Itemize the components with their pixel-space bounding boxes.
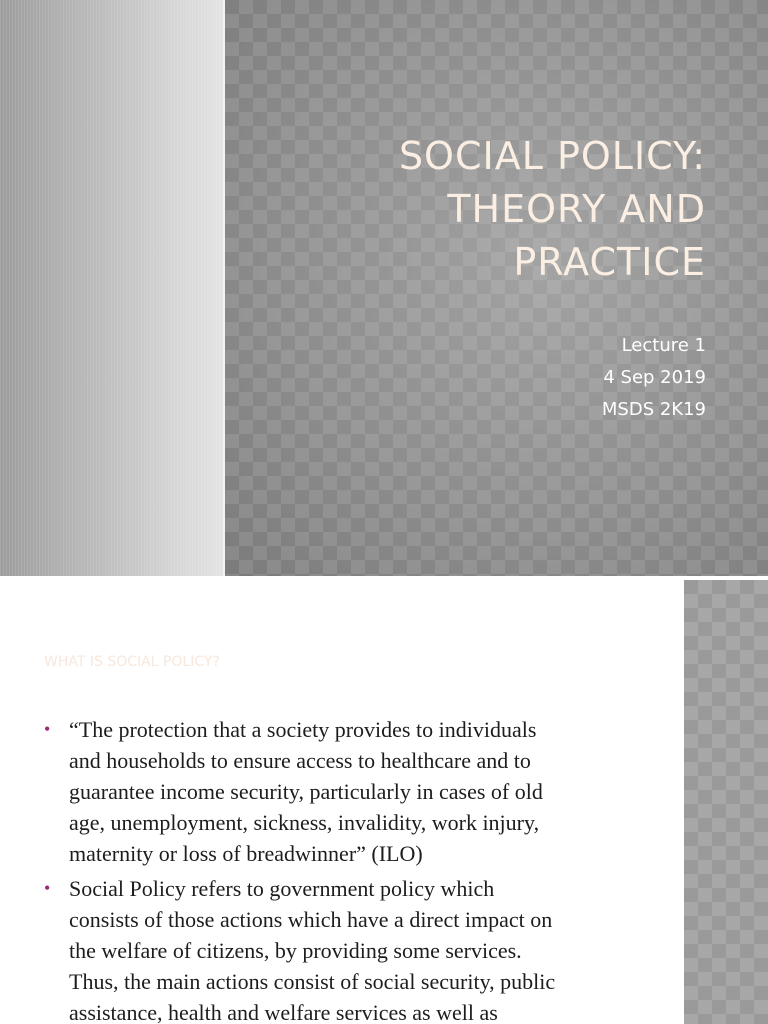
slide-title-line: SOCIAL POLICY: — [398, 134, 706, 178]
bullet-dot-icon: • — [44, 719, 51, 739]
bullet-line: Social Policy refers to government policy which — [69, 876, 495, 901]
title-slide-left-panel — [0, 0, 224, 576]
bullet-dot-icon: • — [44, 878, 51, 898]
bullet-line: the welfare of citizens, by providing some services. — [69, 938, 522, 963]
bullet-list — [44, 714, 644, 1024]
slide-title-line: PRACTICE — [513, 240, 706, 284]
bullet-line: assistance, health and welfare services as well as — [69, 1000, 498, 1024]
slide-title-line: THEORY AND — [447, 187, 706, 231]
bullet-item — [44, 873, 644, 1024]
bullet-line: age, unemployment, sickness, invalidity, work injury, — [69, 810, 540, 835]
slide-title — [266, 130, 706, 289]
bullet-item — [44, 714, 644, 869]
lecture-date: 4 Sep 2019 — [603, 367, 706, 388]
bullet-line: and households to ensure access to healthcare and to — [69, 748, 531, 773]
course-code: MSDS 2K19 — [601, 399, 706, 420]
bullet-line: Thus, the main actions consist of social security, public — [69, 969, 556, 994]
bullet-line: consists of those actions which have a direct impact on — [69, 907, 553, 932]
content-slide — [0, 580, 768, 1024]
bullet-line: maternity or loss of breadwinner” (ILO) — [69, 841, 423, 866]
bullet-line: guarantee income security, particularly in cases of old — [69, 779, 543, 804]
content-slide-heading: WHAT IS SOCIAL POLICY? — [44, 654, 220, 670]
slide-subtitle — [406, 330, 706, 426]
bullet-line: “The protection that a society provides to individuals — [69, 717, 537, 742]
content-slide-side-strip — [684, 580, 768, 1024]
lecture-label: Lecture 1 — [621, 335, 706, 356]
